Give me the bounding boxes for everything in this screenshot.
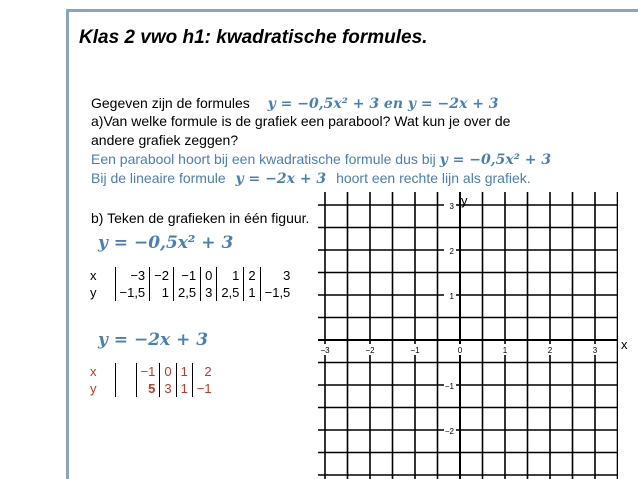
y-tick-label: 2	[449, 247, 454, 256]
table-row-y	[86, 284, 294, 301]
row-label: y	[86, 380, 115, 397]
x-tick-label: −1	[410, 346, 420, 355]
table-row-x	[86, 267, 294, 284]
table-cell: 0	[201, 267, 217, 284]
y-tick-label: 3	[449, 202, 454, 211]
table-cell: −1,5	[264, 285, 291, 300]
table-cell: 2,5	[174, 284, 201, 301]
table-cell: 1	[176, 363, 192, 380]
row-label: x	[86, 267, 115, 284]
row-label: y	[86, 284, 115, 301]
table-cell: −1	[196, 381, 212, 396]
x-tick-label: 3	[592, 346, 598, 355]
y-axis-label: y	[461, 193, 468, 208]
x-tick-label: −3	[320, 346, 330, 355]
x-axis-label: x	[621, 337, 628, 352]
x-tick-label: 1	[502, 346, 508, 355]
intro-text: Gegeven zijn de formules	[91, 95, 250, 111]
slide-title: Klas 2 vwo h1: kwadratische formules.	[79, 27, 428, 48]
table-cell: −2	[150, 267, 174, 284]
question-a-line1: a)Van welke formule is de grafiek een parabool? Wat kun je over de	[91, 113, 511, 129]
table-cell: 2	[244, 267, 260, 284]
table-cell: 1	[176, 380, 192, 397]
answer-line2-formula: y = −2x + 3	[235, 171, 327, 187]
frame-left-border	[66, 9, 69, 479]
question-b: b) Teken de grafieken in één figuur.	[91, 210, 310, 226]
table-cell	[115, 363, 136, 380]
answer-line2	[91, 169, 531, 189]
table-cell: 3	[160, 380, 176, 397]
y-tick-label: −2	[444, 427, 454, 436]
table-cell: 1	[150, 284, 174, 301]
answer-line2-text-a: Bij de lineaire formule	[91, 170, 226, 186]
table-cell: 3	[201, 284, 217, 301]
intro-line	[91, 94, 499, 114]
x-tick-label: 0	[457, 346, 463, 355]
row-label: x	[86, 363, 115, 380]
answer-line1-text: Een parabool hoort bij een kwadratische formule dus bij	[91, 151, 436, 167]
x-tick-label: 2	[547, 346, 553, 355]
table-cell: 3	[283, 268, 291, 283]
formula-linear: y = −2x + 3	[98, 330, 209, 350]
table-cell: 1	[217, 267, 244, 284]
table-cell: 2	[204, 364, 212, 379]
x-tick-label: −2	[365, 346, 375, 355]
table-cell: 0	[160, 363, 176, 380]
table-cell: 1	[244, 284, 260, 301]
formula-quadratic: y = −0,5x² + 3	[98, 233, 234, 253]
table-row-y	[86, 380, 216, 397]
question-a-line2: andere grafiek zeggen?	[91, 132, 239, 148]
answer-line1-formula: y = −0,5x² + 3	[439, 152, 552, 168]
table-cell: 2,5	[217, 284, 244, 301]
y-tick-label: −1	[444, 382, 454, 391]
intro-formula: y = −0,5x² + 3 en y = −2x + 3	[267, 96, 499, 112]
table-cell: −1	[136, 363, 160, 380]
y-tick-label: 1	[449, 292, 454, 301]
table-cell: −1,5	[115, 284, 150, 301]
table-cell	[115, 380, 136, 397]
frame-top-border	[66, 9, 638, 12]
answer-line1	[91, 150, 551, 170]
table-cell: 5	[136, 380, 160, 397]
value-table-quadratic	[86, 267, 294, 301]
value-table-linear	[86, 363, 216, 397]
coordinate-grid	[318, 192, 618, 479]
table-row-x	[86, 363, 216, 380]
answer-line2-text-b: hoort een rechte lijn als grafiek.	[336, 170, 531, 186]
table-cell: −3	[115, 267, 150, 284]
table-cell: −1	[174, 267, 201, 284]
